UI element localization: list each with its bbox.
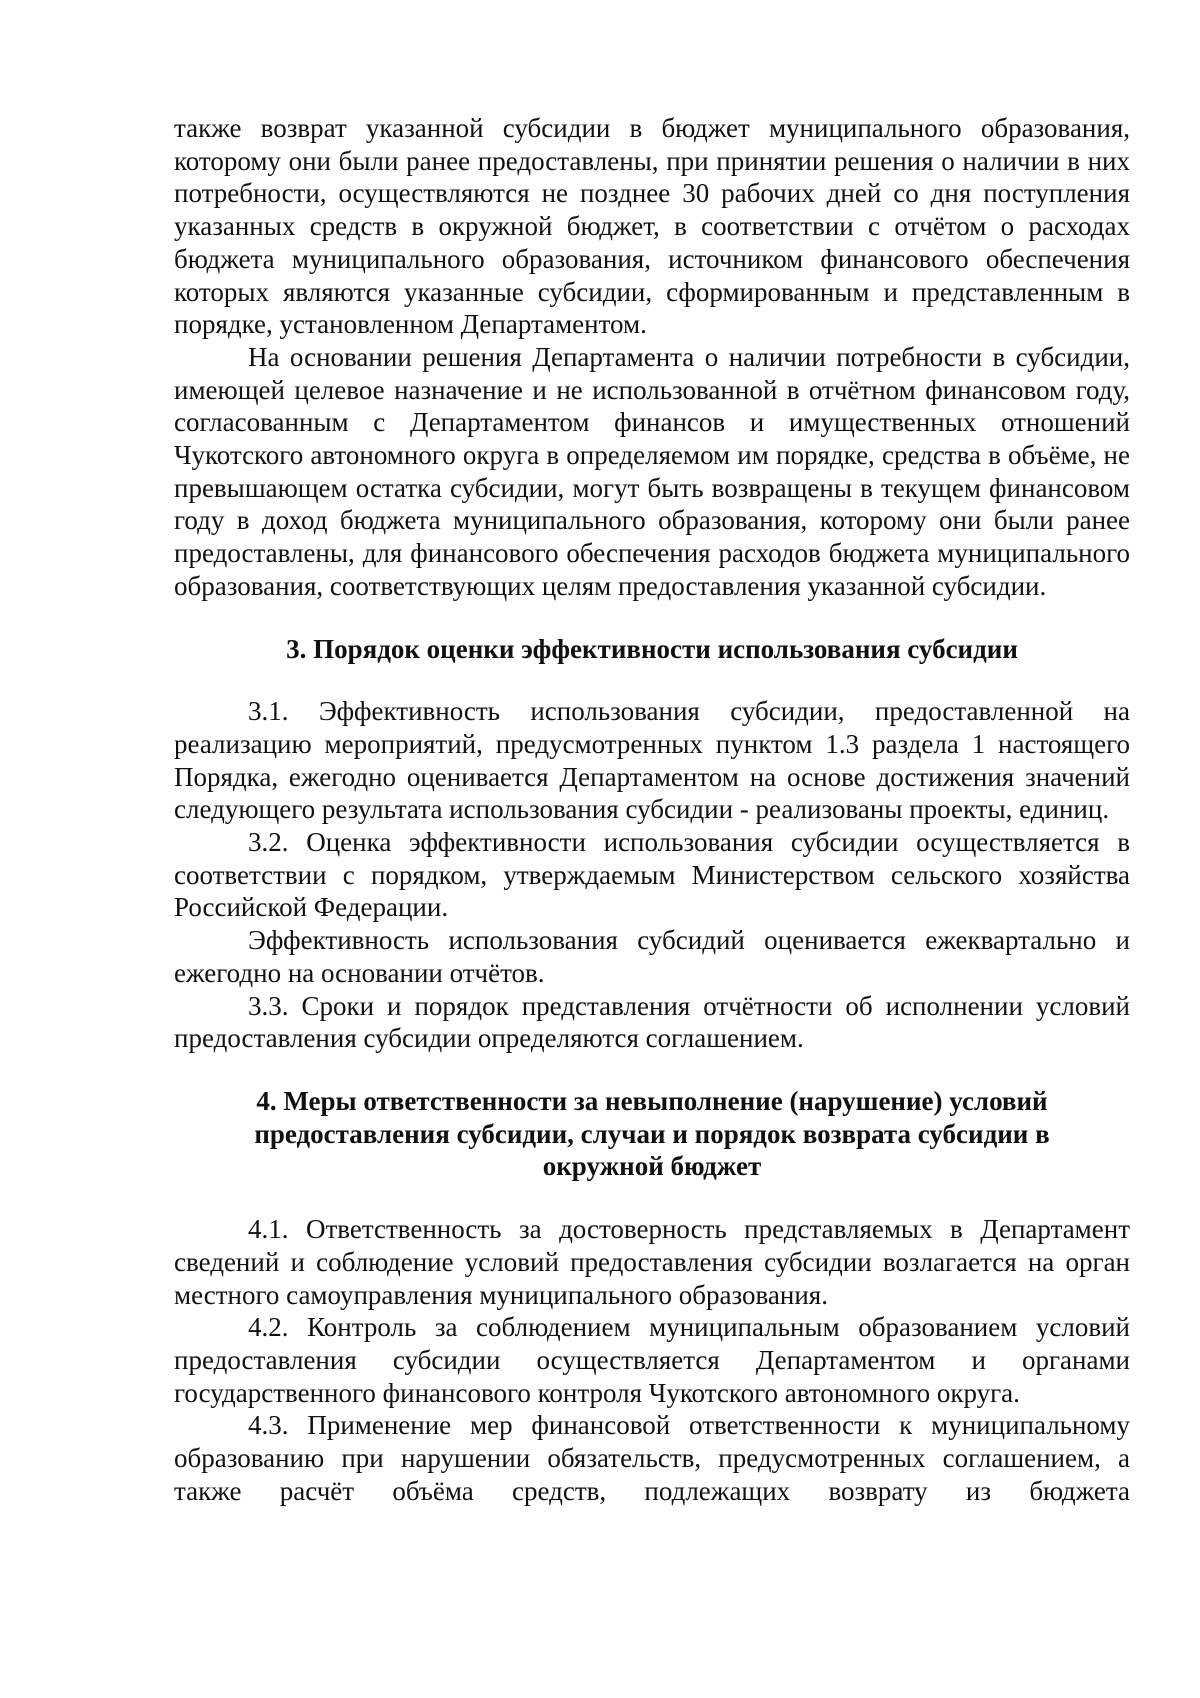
section-4-title-line-1: 4. Меры ответственности за невыполнение (нарушение) условий bbox=[256, 1085, 1048, 1116]
paragraph-4-1: 4.1. Ответственность за достоверность представляемых в Департамент сведений и соблюдение условий предоставления субсидии возлагается на орган местного самоуправления муниципального образования. bbox=[174, 1214, 1130, 1310]
paragraph-4-2: 4.2. Контроль за соблюдением муниципальным образованием условий предоставления субсидии осуществляется Департаментом и органами государственного финансового контроля Чукотского автономного округа. bbox=[174, 1312, 1130, 1408]
section-3-title: 3. Порядок оценки эффективности использования субсидии bbox=[286, 633, 1018, 664]
paragraph-4-3: 4.3. Применение мер финансовой ответственности к муниципальному образованию при нарушении обязательств, предусмотренных соглашением, а также расчёт объёма средств, подлежащих возврату из бюджета bbox=[174, 1410, 1130, 1506]
paragraph-department-decision: На основании решения Департамента о наличии потребности в субсидии, имеющей целевое назначение и не использованной в отчётном финансовом году, согласованным с Департаментом финансов и имущественных отношений Чукотского автономного округа в определяемом им порядке, средства в объёме, не превышающем остатка субсидии, могут быть возвращены в текущем финансовом году в доход бюджета муниципального образования, которому они были ранее предоставлены, для финансового обеспечения расходов бюджета муниципального образования, соответствующих целям предоставления указанной субсидии. bbox=[174, 341, 1130, 601]
document-page bbox=[174, 112, 1130, 1507]
section-4-title-line-2: предоставления субсидии, случаи и порядок возврата субсидии в bbox=[254, 1118, 1050, 1149]
paragraph-3-2: 3.2. Оценка эффективности использования субсидии осуществляется в соответствии с порядком, утверждаемым Министерством сельского хозяйства Российской Федерации. bbox=[174, 827, 1130, 923]
section-4-title bbox=[174, 1085, 1130, 1183]
paragraph-continuation: также возврат указанной субсидии в бюджет муниципального образования, которому они были ранее предоставлены, при принятии решения о наличии в них потребности, осуществляются не позднее 30 рабочих дней со дня поступления указанных средств в окружной бюджет, в соответствии с отчётом о расходах бюджета муниципального образования, источником финансового обеспечения которых являются указанные субсидии, сформированным и представленным в порядке, установленном Департаментом. bbox=[174, 113, 1130, 340]
paragraph-3-2-efficiency: Эффективность использования субсидий оценивается ежеквартально и ежегодно на основании отчётов. bbox=[174, 925, 1130, 988]
paragraph-3-3: 3.3. Сроки и порядок представления отчётности об исполнении условий предоставления субсидии определяются соглашением. bbox=[174, 990, 1130, 1054]
section-4-title-line-3: окружной бюджет bbox=[542, 1151, 762, 1182]
paragraph-3-1: 3.1. Эффективность использования субсидии, предоставленной на реализацию мероприятий, предусмотренных пунктом 1.3 раздела 1 настоящего Порядка, ежегодно оценивается Департаментом на основе достижения значений следующего результата использования субсидии - реализованы проекты, единиц. bbox=[174, 696, 1130, 825]
